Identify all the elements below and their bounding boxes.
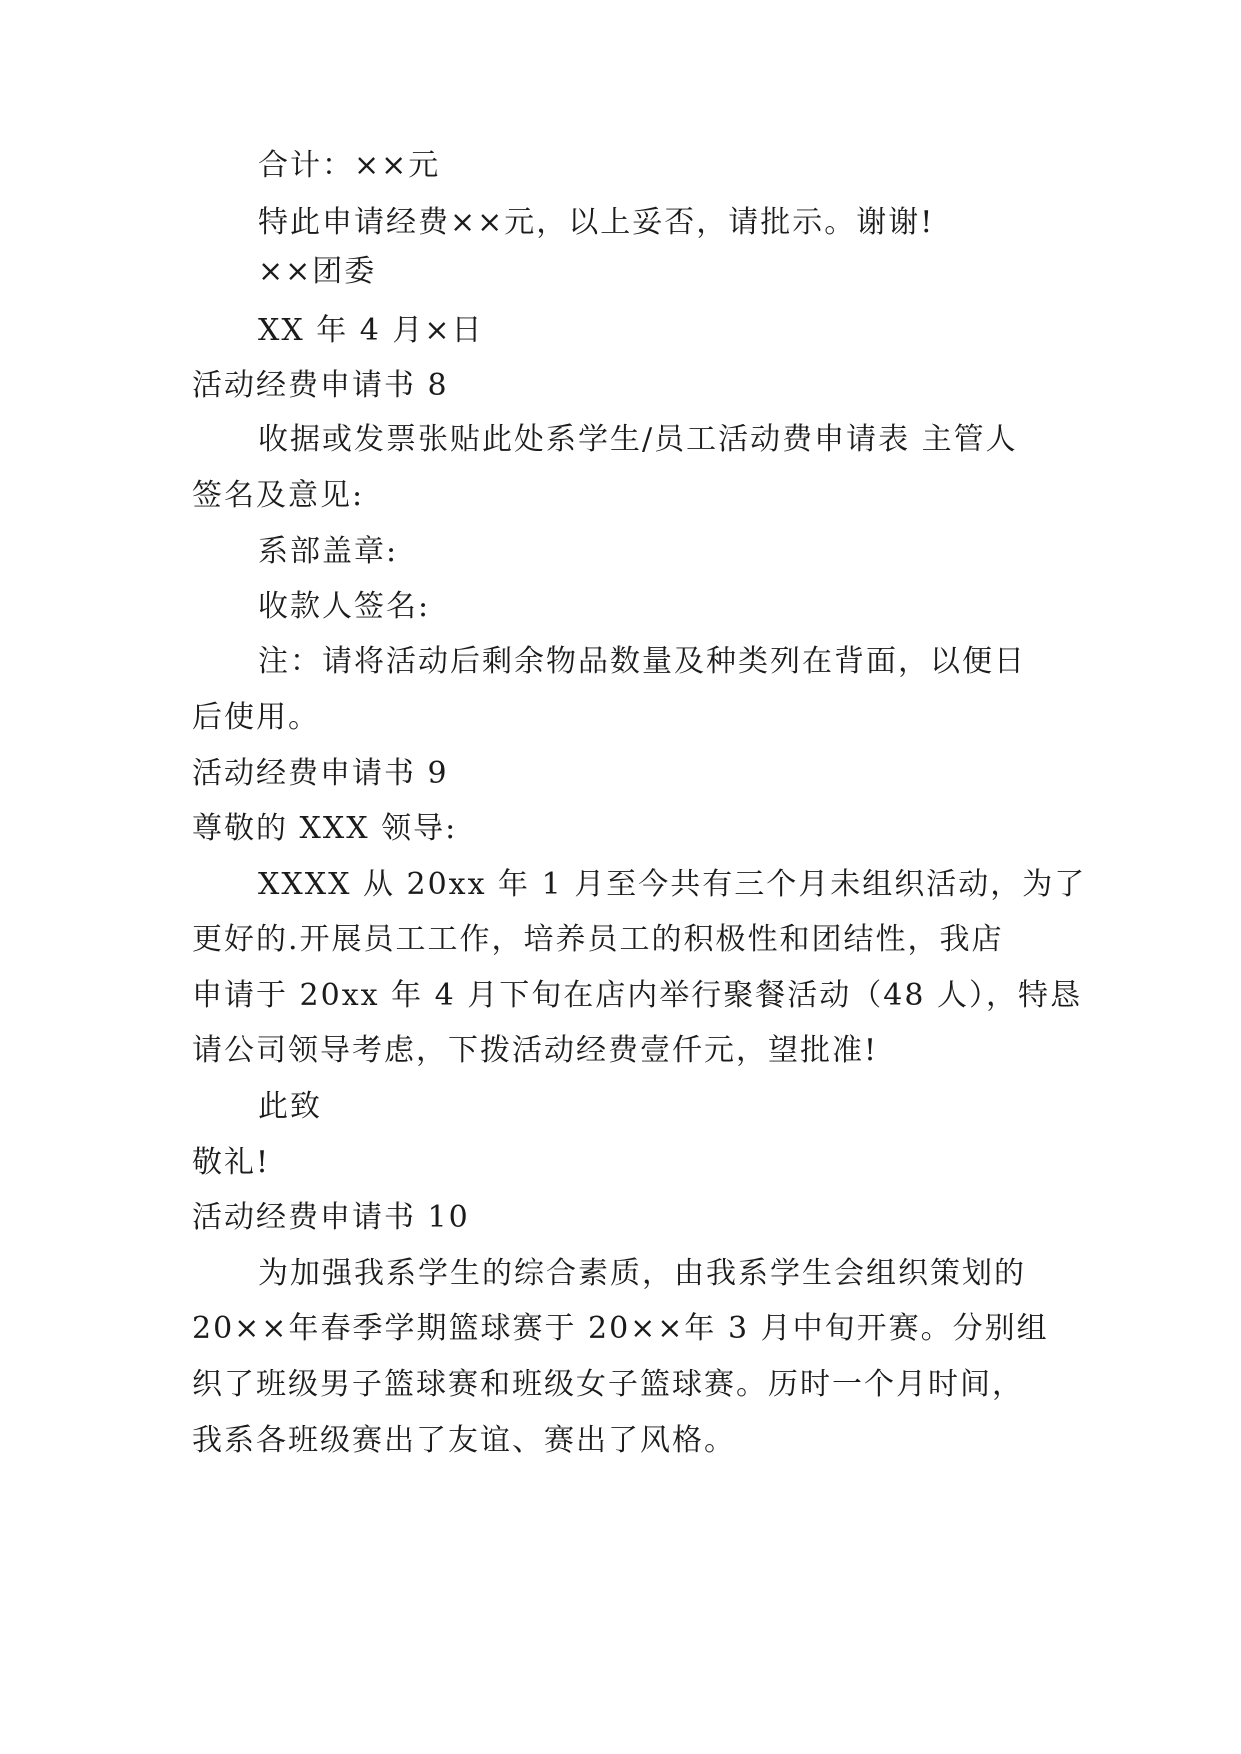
paragraph-10-line-4: 我系各班级赛出了友谊、赛出了风格。 — [192, 1423, 736, 1458]
department-seal: 系部盖章: — [258, 534, 399, 569]
signature-org: ××团委 — [258, 254, 377, 289]
paragraph-9-line-4: 请公司领导考虑，下拨活动经费壹仟元，望批准! — [192, 1033, 879, 1068]
note-line-1: 注：请将活动后剩余物品数量及种类列在背面，以便日 — [258, 644, 1026, 679]
payee-signature: 收款人签名: — [258, 589, 431, 624]
paragraph-9-line-2: 更好的.开展员工工作，培养员工的积极性和团结性，我店 — [192, 922, 1004, 957]
paragraph-9-line-1: XXXX 从 20xx 年 1 月至今共有三个月未组织活动，为了 — [258, 867, 1087, 902]
section-title-8: 活动经费申请书 8 — [192, 368, 449, 403]
date-line: XX 年 4 月×日 — [258, 313, 484, 348]
paragraph-8-line-2: 签名及意见: — [192, 478, 365, 513]
closing-phrase: 此致 — [258, 1089, 322, 1124]
paragraph-10-line-1: 为加强我系学生的综合素质，由我系学生会组织策划的 — [258, 1256, 1026, 1291]
section-title-10: 活动经费申请书 10 — [192, 1200, 470, 1235]
paragraph-10-line-2: 20××年春季学期篮球赛于 20××年 3 月中旬开赛。分别组 — [192, 1311, 1049, 1346]
closing-regards: 敬礼! — [192, 1145, 271, 1180]
paragraph-8-line-1: 收据或发票张贴此处系学生/员工活动费申请表 主管人 — [258, 422, 1018, 457]
paragraph-9-line-3: 申请于 20xx 年 4 月下旬在店内举行聚餐活动（48 人），特恳 — [192, 978, 1082, 1013]
paragraph-10-line-3: 织了班级男子篮球赛和班级女子篮球赛。历时一个月时间， — [192, 1367, 1024, 1402]
request-line: 特此申请经费××元，以上妥否，请批示。谢谢! — [258, 205, 935, 240]
section-title-9: 活动经费申请书 9 — [192, 756, 449, 791]
total-line: 合计：××元 — [258, 148, 441, 183]
salutation: 尊敬的 XXX 领导: — [192, 811, 458, 846]
note-line-2: 后使用。 — [192, 700, 320, 735]
